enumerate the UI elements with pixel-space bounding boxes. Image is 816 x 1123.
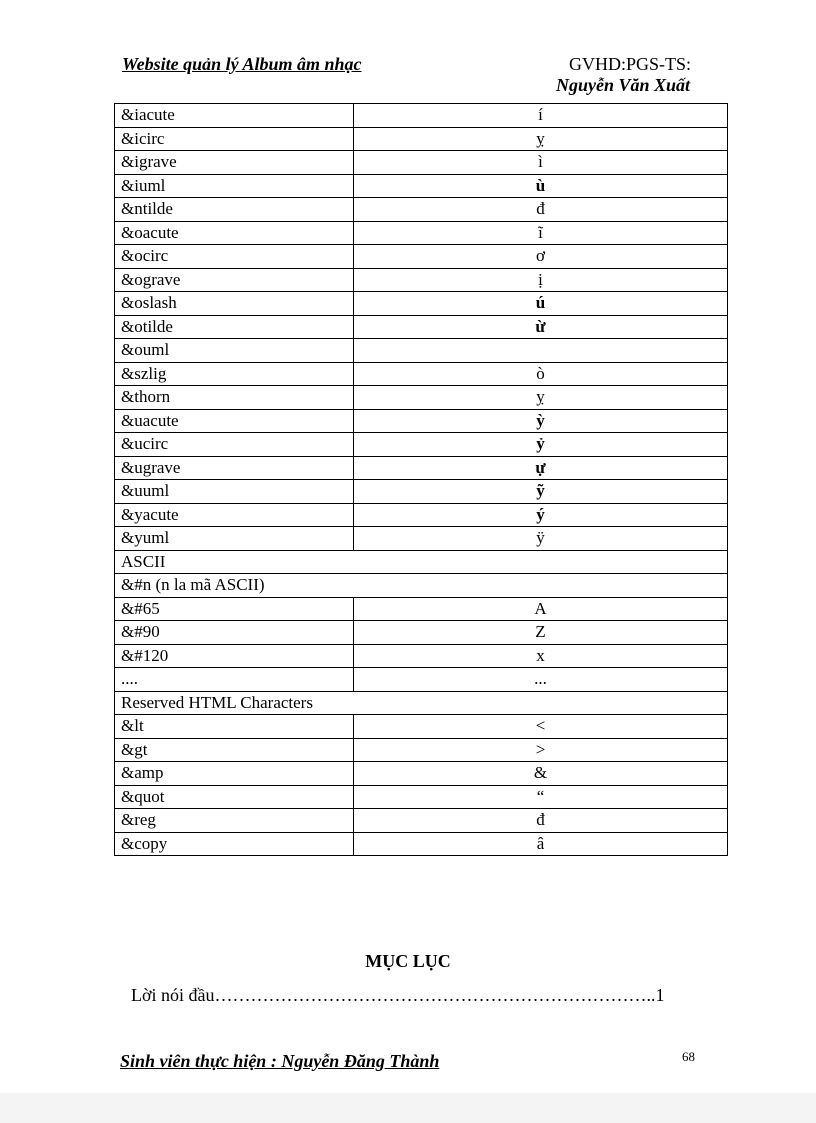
table-row	[115, 433, 728, 457]
entity-name-cell: ....	[115, 668, 354, 692]
table-row	[115, 691, 728, 715]
entity-value-cell	[354, 339, 728, 363]
entity-value-cell: <	[354, 715, 728, 739]
entity-name-cell: &uacute	[115, 409, 354, 433]
entity-name-cell: &ograve	[115, 268, 354, 292]
table-row	[115, 597, 728, 621]
table-row	[115, 621, 728, 645]
entity-name-cell: &igrave	[115, 151, 354, 175]
entity-name-cell: &yacute	[115, 503, 354, 527]
table-row	[115, 104, 728, 128]
entity-value-cell: í	[354, 104, 728, 128]
entity-name-cell: &iacute	[115, 104, 354, 128]
entity-name-cell: &otilde	[115, 315, 354, 339]
entity-value-cell: ...	[354, 668, 728, 692]
toc-entry: Lời nói đầu………………………………………………………………..1	[131, 985, 665, 1005]
entity-name-cell: &icirc	[115, 127, 354, 151]
entity-value-cell: ỹ	[354, 480, 728, 504]
entity-table	[114, 103, 728, 856]
table-row	[115, 198, 728, 222]
entity-value-cell: â	[354, 832, 728, 856]
page-number: 68	[682, 1049, 695, 1064]
entity-value-cell: A	[354, 597, 728, 621]
ascii-section-title: ASCII	[115, 550, 728, 574]
table-row	[115, 386, 728, 410]
table-row	[115, 221, 728, 245]
entity-value-cell: ừ	[354, 315, 728, 339]
entity-table-body	[115, 104, 728, 856]
entity-name-cell: &#120	[115, 644, 354, 668]
reserved-section-title: Reserved HTML Characters	[115, 691, 728, 715]
table-row	[115, 503, 728, 527]
ascii-section-subtitle: &#n (n la mã ASCII)	[115, 574, 728, 598]
entity-value-cell: đ	[354, 809, 728, 833]
table-row	[115, 715, 728, 739]
entity-name-cell: &ugrave	[115, 456, 354, 480]
entity-value-cell: đ	[354, 198, 728, 222]
entity-name-cell: &ucirc	[115, 433, 354, 457]
table-row	[115, 644, 728, 668]
page-bottom-strip	[0, 1093, 816, 1123]
entity-name-cell: &#65	[115, 597, 354, 621]
table-row	[115, 809, 728, 833]
entity-name-cell: &amp	[115, 762, 354, 786]
entity-name-cell: &ocirc	[115, 245, 354, 269]
table-row	[115, 315, 728, 339]
entity-name-cell: &szlig	[115, 362, 354, 386]
table-row	[115, 668, 728, 692]
entity-name-cell: &ntilde	[115, 198, 354, 222]
entity-name-cell: &lt	[115, 715, 354, 739]
entity-value-cell: ự	[354, 456, 728, 480]
table-row	[115, 832, 728, 856]
table-row	[115, 362, 728, 386]
advisor-name: Nguyễn Văn Xuất	[556, 75, 691, 95]
entity-value-cell: x	[354, 644, 728, 668]
table-row	[115, 292, 728, 316]
student-name: Sinh viên thực hiện : Nguyễn Đăng Thành	[120, 1051, 440, 1071]
entity-value-cell: ú	[354, 292, 728, 316]
toc-title: MỤC LỤC	[365, 951, 451, 971]
entity-value-cell: >	[354, 738, 728, 762]
table-row	[115, 127, 728, 151]
table-row	[115, 762, 728, 786]
entity-value-cell: ì	[354, 151, 728, 175]
table-row	[115, 151, 728, 175]
entity-value-cell: ĩ	[354, 221, 728, 245]
entity-name-cell: &iuml	[115, 174, 354, 198]
table-row	[115, 268, 728, 292]
entity-name-cell: &gt	[115, 738, 354, 762]
table-row	[115, 785, 728, 809]
entity-value-cell: ơ	[354, 245, 728, 269]
entity-name-cell: &copy	[115, 832, 354, 856]
entity-value-cell: ỳ	[354, 409, 728, 433]
entity-value-cell: ÿ	[354, 527, 728, 551]
entity-value-cell: ỵ	[354, 386, 728, 410]
entity-name-cell: &reg	[115, 809, 354, 833]
entity-name-cell: &yuml	[115, 527, 354, 551]
entity-name-cell: &#90	[115, 621, 354, 645]
advisor-label: GVHD:PGS-TS:	[569, 54, 692, 74]
entity-value-cell: ù	[354, 174, 728, 198]
table-row	[115, 574, 728, 598]
entity-value-cell: ý	[354, 503, 728, 527]
entity-value-cell: ị	[354, 268, 728, 292]
website-title: Website quản lý Album âm nhạc	[122, 54, 362, 74]
entity-value-cell: ỷ	[354, 433, 728, 457]
table-row	[115, 527, 728, 551]
entity-value-cell: “	[354, 785, 728, 809]
table-row	[115, 339, 728, 363]
entity-name-cell: &oacute	[115, 221, 354, 245]
entity-name-cell: &uuml	[115, 480, 354, 504]
table-row	[115, 409, 728, 433]
table-row	[115, 480, 728, 504]
entity-value-cell: &	[354, 762, 728, 786]
entity-value-cell: Z	[354, 621, 728, 645]
table-row	[115, 738, 728, 762]
table-row	[115, 456, 728, 480]
entity-name-cell: &oslash	[115, 292, 354, 316]
entity-value-cell: ỵ	[354, 127, 728, 151]
table-row	[115, 550, 728, 574]
entity-name-cell: &thorn	[115, 386, 354, 410]
entity-name-cell: &quot	[115, 785, 354, 809]
table-row	[115, 245, 728, 269]
entity-name-cell: &ouml	[115, 339, 354, 363]
table-row	[115, 174, 728, 198]
entity-value-cell: ò	[354, 362, 728, 386]
